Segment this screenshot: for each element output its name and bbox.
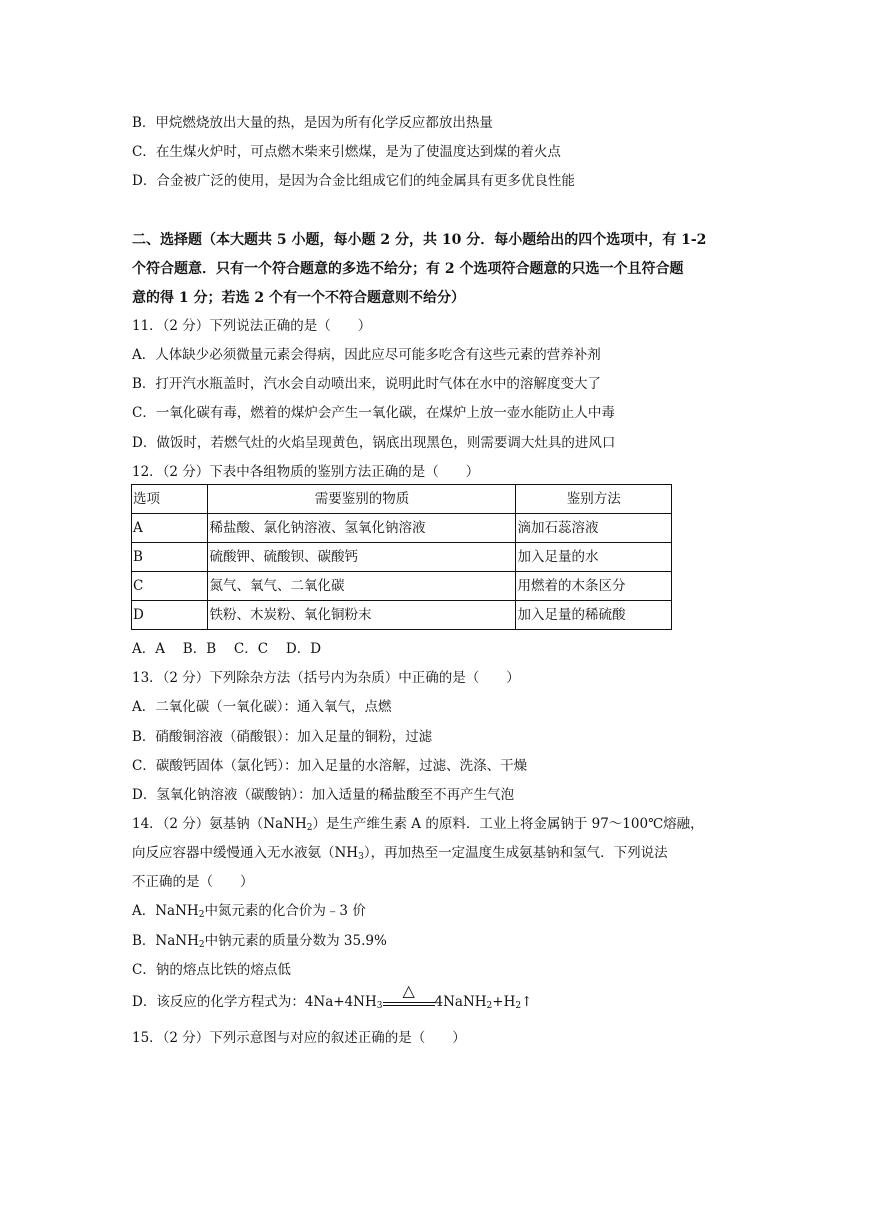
q11-option-c: C．一氧化碳有毒，燃着的煤炉会产生一氧化碳，在煤炉上放一壶水能防止人中毒: [132, 405, 615, 421]
table-cell: 用燃着的木条区分: [516, 572, 672, 601]
q13-option-b: B．硝酸铜溶液（硝酸银）：加入足量的铜粉，过滤: [132, 729, 433, 745]
q14-text: A．NaNH: [132, 903, 199, 919]
q14-text: 中钠元素的质量分数为 35.9%: [204, 933, 387, 949]
q11-option-d: D．做饭时，若燃气灶的火焰呈现黄色，锅底出现黑色，则需要调大灶具的进风口: [132, 435, 616, 451]
q13-option-a: A．二氧化碳（一氧化碳）：通入氧气，点燃: [132, 699, 392, 715]
q10-option-c: C．在生煤火炉时，可点燃木柴来引燃煤，是为了使温度达到煤的着火点: [132, 144, 561, 160]
table-cell: 稀盐酸、氯化钠溶液、氢氧化钠溶液: [208, 514, 516, 543]
table-cell: C: [132, 572, 208, 601]
table-row: [132, 572, 672, 601]
reaction-condition-sign: [383, 980, 435, 1013]
q14-text: 中氮元素的化合价为﹣3 价: [204, 903, 366, 919]
q14-stem-line2: [132, 843, 668, 863]
q14-text: +H: [492, 994, 516, 1010]
table-header-cell: 需要鉴别的物质: [208, 485, 516, 514]
heating-triangle-icon: △: [402, 980, 415, 1000]
q11-option-a: A．人体缺少必须微量元素会得病，因此应尽可能多吃含有这些元素的营养补剂: [132, 347, 601, 363]
q14-subscript: 2: [486, 1001, 493, 1011]
q13-option-c: C．碳酸钙固体（氯化钙）：加入足量的水溶解，过滤、洗涤、干燥: [132, 758, 528, 774]
q14-option-c: C．钠的熔点比铁的熔点低: [132, 962, 291, 978]
q14-option-b: [132, 931, 387, 951]
q14-text: B．NaNH: [132, 933, 199, 949]
table-header-cell: 鉴别方法: [516, 485, 672, 514]
q10-option-b: B．甲烷燃烧放出大量的热，是因为所有化学反应都放出热量: [132, 115, 493, 131]
q14-subscript: 3: [376, 1001, 383, 1011]
q14-subscript: 2: [515, 1001, 522, 1011]
q14-subscript: 2: [306, 823, 313, 833]
section2-heading-line1: 二、选择题（本大题共 5 小题，每小题 2 分，共 10 分．每小题给出的四个选项中，有 1-2: [132, 232, 707, 248]
q12-stem: 12．（2 分）下表中各组物质的鉴别方法正确的是（ ）: [132, 464, 480, 480]
table-cell: 滴加石蕊溶液: [516, 514, 672, 543]
equal-bar: [383, 1005, 435, 1006]
q10-option-d: D．合金被广泛的使用，是因为合金比组成它们的纯金属具有更多优良性能: [132, 173, 575, 189]
q14-text: ）是生产维生素 A 的原料．工业上将金属钠于 97～100℃熔融，: [312, 816, 704, 832]
table-cell: D: [132, 601, 208, 630]
q15-stem: 15．（2 分）下列示意图与对应的叙述正确的是（ ）: [132, 1030, 466, 1046]
equal-bar: [383, 1002, 435, 1003]
q14-option-a: [132, 901, 366, 921]
table-row: [132, 601, 672, 630]
q12-table: [131, 484, 672, 630]
table-header-row: [132, 485, 672, 514]
q14-text: D．该反应的化学方程式为：4Na+4NH: [132, 994, 377, 1010]
section2-heading-line3: 意的得 1 分；若选 2 个有一个不符合题意则不给分）: [132, 290, 465, 306]
q14-stem-line3: 不正确的是（ ）: [132, 874, 254, 890]
q14-option-d: [132, 980, 533, 1013]
q14-text: 4NaNH: [434, 994, 487, 1010]
table-cell: 加入足量的稀硫酸: [516, 601, 672, 630]
table-cell: 氮气、氧气、二氧化碳: [208, 572, 516, 601]
q14-subscript: 3: [358, 852, 364, 862]
table-cell: B: [132, 543, 208, 572]
q11-option-b: B．打开汽水瓶盖时，汽水会自动喷出来，说明此时气体在水中的溶解度变大了: [132, 376, 601, 392]
q11-stem: 11．（2 分）下列说法正确的是（ ）: [132, 318, 372, 334]
q14-subscript: 2: [198, 940, 205, 950]
table-header-cell: 选项: [132, 485, 208, 514]
gas-arrow-icon: ↑: [521, 994, 533, 1010]
table-cell: 加入足量的水: [516, 543, 672, 572]
table-row: [132, 543, 672, 572]
q14-text: 向反应容器中缓慢通入无水液氨（NH: [132, 845, 359, 861]
q14-text: ），再加热至一定温度生成氨基钠和氢气．下列说法: [363, 845, 668, 861]
q13-stem: 13．（2 分）下列除杂方法（括号内为杂质）中正确的是（ ）: [132, 670, 520, 686]
q14-text: 14．（2 分）氨基钠（NaNH: [132, 816, 307, 832]
table-cell: 硫酸钾、硫酸钡、碳酸钙: [208, 543, 516, 572]
q14-stem-line1: [132, 814, 704, 834]
section2-heading-line2: 个符合题意．只有一个符合题意的多选不给分；有 2 个选项符合题意的只选一个且符合题: [132, 261, 684, 277]
table-cell: 铁粉、木炭粉、氧化铜粉末: [208, 601, 516, 630]
q13-option-d: D．氢氧化钠溶液（碳酸钠）：加入适量的稀盐酸至不再产生气泡: [132, 787, 515, 803]
table-row: [132, 514, 672, 543]
q14-subscript: 2: [198, 910, 205, 920]
q12-answer-options: A．A B．B C．C D．D: [132, 641, 322, 657]
table-cell: A: [132, 514, 208, 543]
